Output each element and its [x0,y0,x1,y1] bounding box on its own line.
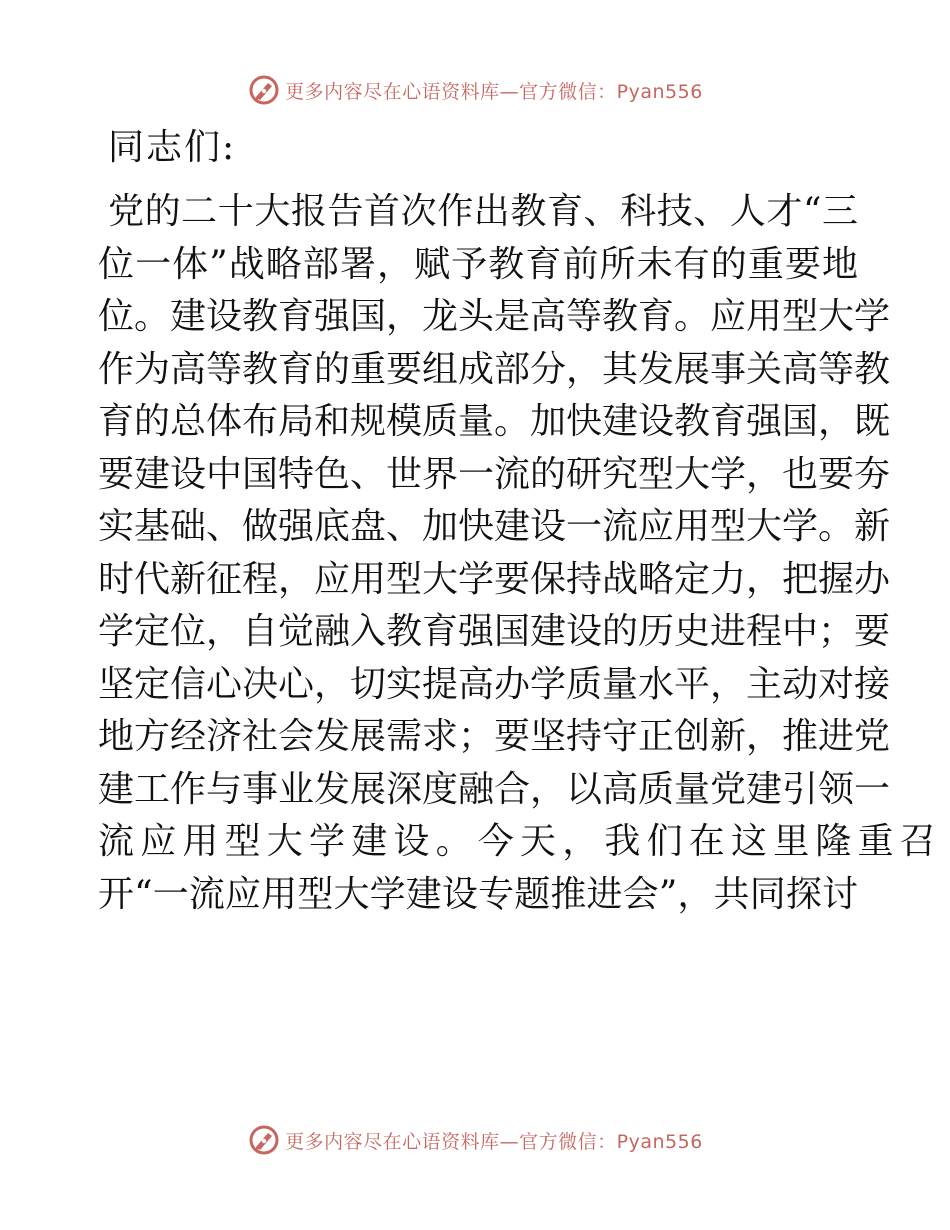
pen-logo-icon [247,1123,281,1157]
paragraph-line: 地方经济社会发展需求；要坚持守正创新，推进党 [98,716,891,757]
paragraph-line: 育的总体布局和规模质量。加快建设教育强国，既 [98,401,891,442]
paragraph-line: 要建设中国特色、世界一流的研究型大学，也要夯 [98,453,891,495]
pen-logo-icon [247,73,281,107]
paragraph-line: 作为高等教育的重要组成部分，其发展事关高等教 [98,348,891,390]
paragraph-line: 时代新征程，应用型大学要保持战略定力，把握办 [98,558,891,600]
paragraph-line: 坚定信心决心，切实提高办学质量水平，主动对接 [98,663,891,705]
paragraph-line: 建工作与事业发展深度融合，以高质量党建引领一 [98,768,891,810]
footer-watermark [0,1120,950,1160]
watermark-text: 更多内容尽在心语资料库—官方微信：Pyan556 [285,1130,703,1153]
paragraph-line: 位。建设教育强国，龙头是高等教育。应用型大学 [98,296,891,337]
paragraph-line: 实基础、做强底盘、加快建设一流应用型大学。新 [98,506,891,547]
greeting: 同志们: [108,127,237,168]
document-body [98,122,943,921]
paragraph-line: 开“一流应用型大学建设专题推进会”，共同探讨 [98,873,858,915]
paragraph-line: 流应用型大学建设。今天，我们在这里隆重召 [98,821,943,862]
paragraph-line: 学定位，自觉融入教育强国建设的历史进程中；要 [98,611,891,652]
watermark-text: 更多内容尽在心语资料库—官方微信：Pyan556 [285,80,703,103]
header-watermark [0,70,950,110]
speech-paragraph [98,186,943,921]
paragraph-line: 位一体”战略部署，赋予教育前所未有的重要地 [98,243,858,285]
paragraph-line: 党的二十大报告首次作出教育、科技、人才“三 [108,191,858,232]
